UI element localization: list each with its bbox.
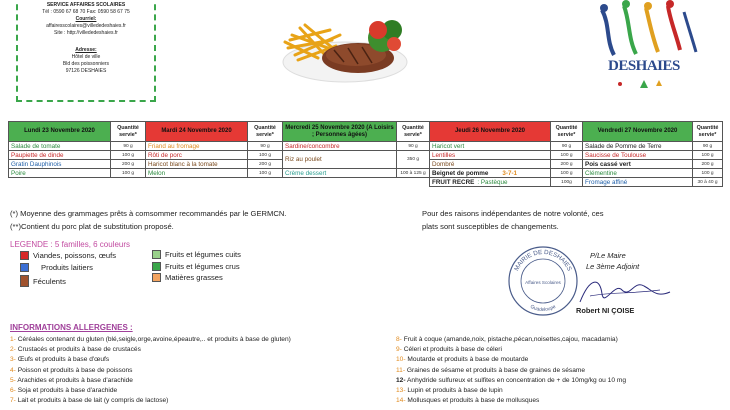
- table-row: [9, 142, 723, 151]
- table-row: [9, 169, 723, 178]
- menu-item: Rôti de porc: [146, 151, 248, 160]
- menu-qty: 90 g: [397, 142, 430, 151]
- qty-header: Quantité servie*: [693, 122, 723, 142]
- qty-header: Quantité servie*: [248, 122, 283, 142]
- menu-item: Pois cassé vert: [583, 160, 693, 169]
- contact-card: [16, 0, 156, 102]
- day-header-wednesday: Mercredi 25 Novembre 2020 (A Loisirs ; Personnes âgées): [283, 122, 397, 142]
- deshaies-logo: [580, 0, 710, 96]
- menu-qty: 100 à 125 g: [397, 169, 430, 178]
- menu-item: Poire: [9, 169, 111, 178]
- allergen-item: 9- Céleri et produits à base de céleri: [396, 346, 502, 354]
- legend-label: Matières grasses: [165, 273, 223, 282]
- menu-item: Paupiette de dinde: [9, 151, 111, 160]
- contact-address-label: Adresse:: [75, 47, 97, 53]
- menu-qty: 90 g: [551, 142, 583, 151]
- signature-line-2: Le 3ème Adjoint: [586, 262, 640, 271]
- menu-item: Haricot vert: [430, 142, 551, 151]
- menu-item: Riz au poulet: [283, 151, 397, 169]
- allergen-item: 5- Arachides et produits à base d'arachide: [10, 376, 133, 384]
- menu-item: [430, 178, 551, 187]
- legend-swatch-lightgreen: [152, 250, 161, 259]
- contact-title: SERVICE AFFAIRES SCOLAIRES: [46, 2, 126, 8]
- menu-qty: 100 g: [693, 151, 723, 160]
- legend-label: Produits laitiers: [41, 263, 93, 272]
- note-grammage: (*) Moyenne des grammages prêts à comsommer recommandés par le GERMCN.: [10, 209, 287, 218]
- legend-label: Féculents: [33, 276, 66, 286]
- legend-item: [20, 275, 66, 287]
- menu-qty: 90 g: [111, 142, 146, 151]
- table-row: [9, 151, 723, 160]
- legend-swatch-orange: [152, 273, 161, 282]
- qty-header: Quantité servie*: [111, 122, 146, 142]
- allergen-item: 14- Mollusques et produits à base de mollusques: [396, 397, 540, 405]
- svg-text:Guadeloupe: [529, 304, 557, 313]
- day-header-monday: Lundi 23 Novembre 2020: [9, 122, 111, 142]
- legend-swatch-red: [20, 251, 29, 260]
- legend-label: Fruits et légumes crus: [165, 262, 240, 271]
- allergen-item: 12- Anhydride sulfureux et sulfites en concentration de + de 10mg/kg ou 10 mg: [396, 376, 627, 384]
- qty-header: Quantité servie*: [397, 122, 430, 142]
- legend-item: [20, 251, 116, 260]
- allergen-item: 7- Lait et produits à base de lait (y compris de lactose): [10, 397, 169, 405]
- menu-qty: 30 à 40 g: [693, 178, 723, 187]
- menu-item: Gratin Dauphinois: [9, 160, 111, 169]
- menu-item: Sardine/concombre: [283, 142, 397, 151]
- contact-email[interactable]: affairesscolaires@villededeshaies.fr: [46, 23, 126, 29]
- menu-item-name: FRUIT RECRE: [432, 178, 475, 186]
- menu-qty: 200 g: [111, 160, 146, 169]
- legend-swatch-blue: [20, 263, 29, 272]
- menu-qty: 200 g: [248, 160, 283, 169]
- stamp-bottom-text: Guadeloupe: [529, 303, 557, 314]
- allergen-item: 6- Soja et produits à base d'arachide: [10, 387, 118, 395]
- menu-item: Crème dessert: [283, 169, 397, 178]
- menu-qty: 100 g: [111, 151, 146, 160]
- legend-swatch-green: [152, 262, 161, 271]
- contact-address-1: Hôtel de ville: [71, 54, 101, 60]
- menu-qty: 90 g: [248, 142, 283, 151]
- menu-item: Lentilles: [430, 151, 551, 160]
- qty-header: Quantité servie*: [551, 122, 583, 142]
- allergen-item: 2- Crustacés et produits à base de crustacés: [10, 346, 141, 354]
- menu-qty: 200 g: [551, 160, 583, 169]
- table-row: [9, 178, 723, 187]
- allergens-right-list: [396, 335, 626, 406]
- menu-qty: 100 g: [248, 169, 283, 178]
- legend-item: [20, 263, 93, 272]
- legend-label: Fruits et légumes cuits: [165, 250, 241, 259]
- stamp-top-text: MAIRIE DE DESHAIES: [513, 248, 573, 273]
- menu-item: Dombré: [430, 160, 551, 169]
- menu-item-detail: : Pastèque: [477, 178, 508, 186]
- allergen-item: 11- Graines de sésame et produits à base de graines de sésame: [396, 366, 586, 374]
- meal-illustration: [270, 0, 420, 88]
- menu-qty: 100 g: [248, 151, 283, 160]
- menu-qty: 100g: [551, 178, 583, 187]
- note-pork: (**)Contient du porc plat de substitution proposé.: [10, 222, 174, 231]
- logo-text: DESHAIES: [608, 58, 680, 74]
- stamp-middle-text: Affaires Scolaires: [525, 280, 561, 285]
- menu-item: Melon: [146, 169, 248, 178]
- legend-label: Viandes, poissons, œufs: [33, 251, 117, 260]
- table-header-row: [9, 122, 723, 142]
- menu-qty: 100 g: [551, 169, 583, 178]
- menu-item: Salade de tomate: [9, 142, 111, 151]
- menu-qty: 100 g: [551, 151, 583, 160]
- note-changes-2: plats sont susceptibles de changements.: [422, 222, 559, 231]
- legend-item: [152, 273, 223, 282]
- allergen-item: 13- Lupin et produits à base de lupin: [396, 387, 503, 395]
- menu-item: Friand au fromage: [146, 142, 248, 151]
- allergen-item: 4- Poisson et produits à base de poissons: [10, 366, 133, 374]
- contact-site[interactable]: Site : http://villededeshaies.fr: [54, 30, 118, 36]
- allergens-left-list: [10, 335, 291, 406]
- contact-address-3: 97126 DESHAIES: [65, 68, 107, 74]
- menu-item: [430, 169, 551, 178]
- menu-qty: 200 g: [693, 160, 723, 169]
- legend-title: LEGENDE : 5 familles, 6 couleurs: [10, 240, 131, 249]
- legend-item: [152, 250, 241, 259]
- menu-item: Clémentine: [583, 169, 693, 178]
- menu-qty: 100 g: [693, 169, 723, 178]
- signature-line-1: P/Le Maire: [590, 251, 626, 260]
- legend-item: [152, 262, 240, 271]
- menu-item: Fromage affiné: [583, 178, 693, 187]
- contact-email-label: Courriel:: [75, 16, 97, 22]
- weekly-menu-table: [8, 121, 723, 187]
- menu-item: Salade de Pomme de Terre: [583, 142, 693, 151]
- allergen-code: 3-7-1: [502, 169, 518, 177]
- menu-item: Saucisse de Toulouse: [583, 151, 693, 160]
- menu-item-name: Beignet de pomme: [432, 169, 489, 177]
- day-header-tuesday: Mardi 24 Novembre 2020: [146, 122, 248, 142]
- contact-address-2: Bld des poissonniers: [62, 61, 110, 67]
- allergen-item: 10- Moutarde et produits à base de moutarde: [396, 356, 529, 364]
- contact-phone: Tél : 0590 67 68 70 Fax: 0590 58 67 75: [42, 9, 130, 15]
- svg-text:MAIRIE DE DESHAIES: [513, 249, 573, 272]
- day-header-thursday: Jeudi 26 Novembre 2020: [430, 122, 551, 142]
- logo-figures-icon: [580, 0, 710, 96]
- allergens-title: INFORMATIONS ALLERGENES :: [10, 323, 133, 332]
- allergen-item: 1- Céréales contenant du gluten (blé,seigle,orge,avoine,épeautre,.. et produits à base de gluten): [10, 336, 291, 343]
- menu-item: Haricot blanc à la tomate: [146, 160, 248, 169]
- day-header-friday: Vendredi 27 Novembre 2020: [583, 122, 693, 142]
- menu-qty: 100 g: [111, 169, 146, 178]
- legend-swatch-brown: [20, 275, 29, 287]
- menu-qty: 90 g: [693, 142, 723, 151]
- allergen-item: 8- Fruit à coque (amande,noix, pistache,pécan,noisettes,cajou, macadamia): [396, 336, 618, 343]
- signatory-name: Robert NI ÇOISE: [576, 306, 635, 315]
- menu-qty: 350 g: [397, 151, 430, 169]
- note-changes-1: Pour des raisons indépendantes de notre volonté, ces: [422, 209, 604, 218]
- allergen-item: 3- Œufs et produits à base d'œufs: [10, 356, 110, 364]
